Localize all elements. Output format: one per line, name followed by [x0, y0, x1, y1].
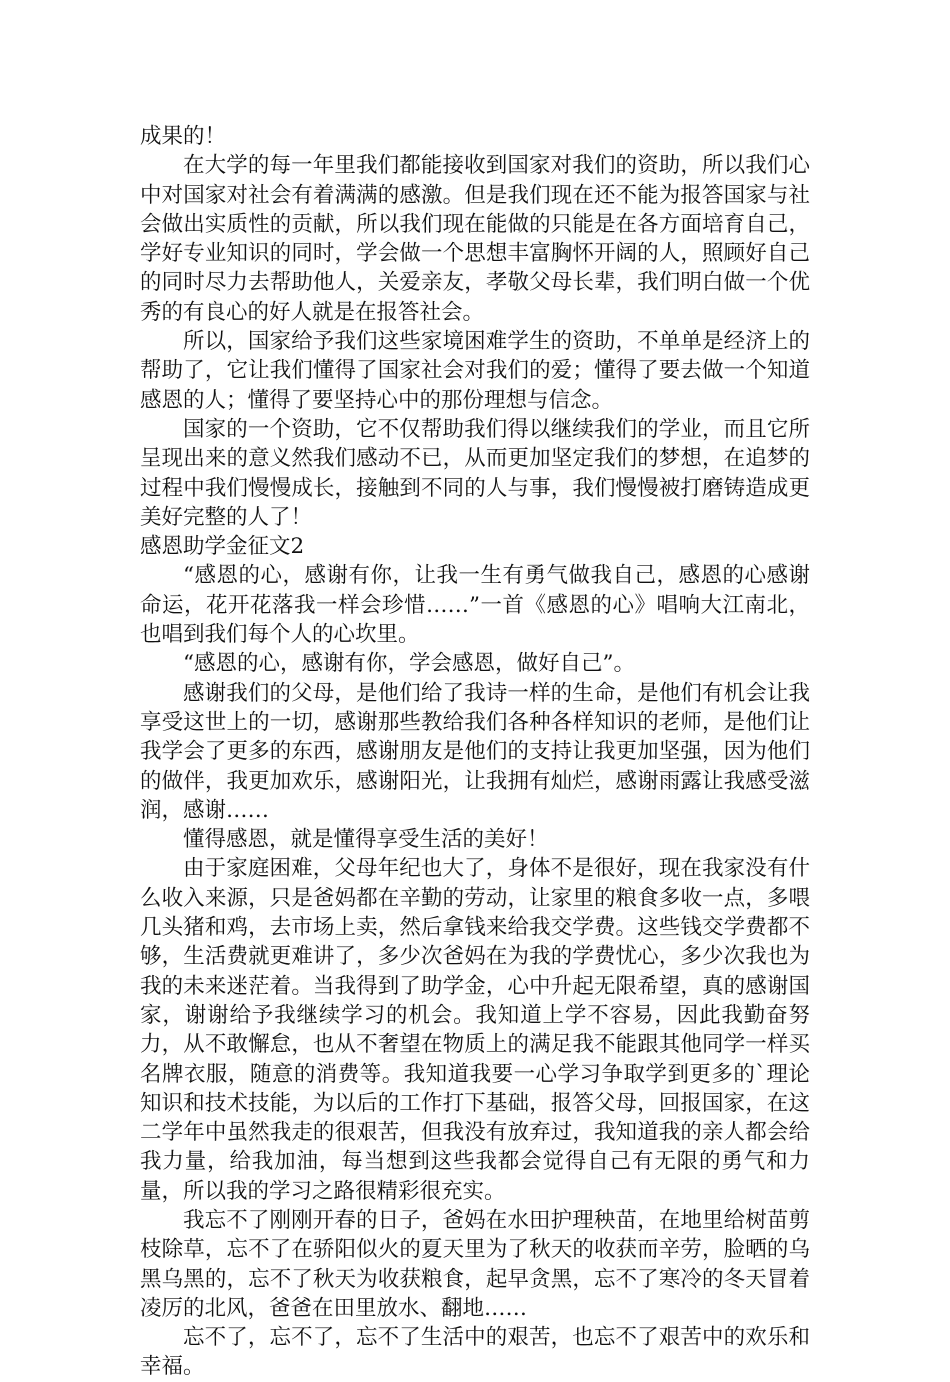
paragraph-short-quote: “感恩的心，感谢有你，学会感恩，做好自己”。: [183, 651, 635, 677]
paragraph-enjoy-life: 懂得感恩，就是懂得享受生活的美好！: [183, 827, 549, 853]
essay-heading: 感恩助学金征文2: [140, 534, 305, 560]
paragraph-parents-labor: 我忘不了刚刚开春的日子，爸妈在水田护理秧苗，在地里给树苗剪枝除草，忘不了在骄阳似火的夏天里为了秋天的收获而辛劳，脸晒的乌黑乌黑的，忘不了秋天为收获粮食，起早贪黑，忘不了寒冷的冬天冒着凌厉的北风，爸爸在田里放水、翻地……: [140, 1207, 810, 1321]
paragraph-family-hardship: 由于家庭困难，父母年纪也大了，身体不是很好，现在我家没有什么收入来源，只是爸妈都在辛勤的劳动，让家里的粮食多收一点，多喂几头猪和鸡，去市场上卖，然后拿钱来给我交学费。这些钱交学费都不够，生活费就更难讲了，多少次爸妈在为我的学费忧心，多少次我也为我的未来迷茫着。当我得到了助学金，心中升起无限希望，真的感谢国家，谢谢给予我继续学习的机会。我知道上学不容易，因此我勤奋努力，从不敢懈怠，也从不奢望在物质上的满足我不能跟其他同学一样买名牌衣服，随意的消费等。我知道我要一心学习争取学到更多的`理论知识和技术技能，为以后的工作打下基础，报答父母，回报国家，在这二学年中虽然我走的很艰苦，但我没有放弃过，我知道我的亲人都会给我力量，给我加油，每当想到这些我都会觉得自己有无限的勇气和力量，所以我的学习之路很精彩很充实。: [140, 856, 810, 1204]
paragraph-continuation: 成果的！: [140, 124, 227, 149]
paragraph-funding-meaning: 所以，国家给予我们这些家境困难学生的资助，不单单是经济上的帮助了，它让我们懂得了国家社会对我们的爱；懂得了要去做一个知道感恩的人；懂得了要坚持心中的那份理想与信念。: [140, 329, 810, 413]
document-page: [140, 122, 810, 1382]
paragraph-thanking-others: 感谢我们的父母，是他们给了我诗一样的生命，是他们有机会让我享受这世上的一切，感谢那些教给我们各种各样知识的老师，是他们让我学会了更多的东西，感谢朋友是他们的支持让我更加坚强，因为他们的做伴，我更加欢乐，感谢阳光，让我拥有灿烂，感谢雨露让我感受滋润，感谢……: [140, 680, 810, 823]
paragraph-gratitude-to-country: 在大学的每一年里我们都能接收到国家对我们的资助，所以我们心中对国家对社会有着满满的感激。但是我们现在还不能为报答国家与社会做出实质性的贡献，所以我们现在能做的只能是在各方面培育自己，学好专业知识的同时，学会做一个思想丰富胸怀开阔的人，照顾好自己的同时尽力去帮助他人，关爱亲友，孝敬父母长辈，我们明白做一个优秀的有良心的好人就是在报答社会。: [140, 153, 810, 325]
paragraph-closing: 忘不了，忘不了，忘不了生活中的艰苦，也忘不了艰苦中的欢乐和幸福。: [140, 1325, 810, 1380]
paragraph-pursuing-dreams: 国家的一个资助，它不仅帮助我们得以继续我们的学业，而且它所呈现出来的意义然我们感动不已，从而更加坚定我们的梦想，在追梦的过程中我们慢慢成长，接触到不同的人与事，我们慢慢被打磨铸造成更美好完整的人了！: [140, 416, 810, 530]
paragraph-song-quote: “感恩的心，感谢有你，让我一生有勇气做我自己，感恩的心感谢命运，花开花落我一样会珍惜……”一首《感恩的心》唱响大江南北，也唱到我们每个人的心坎里。: [140, 563, 810, 648]
